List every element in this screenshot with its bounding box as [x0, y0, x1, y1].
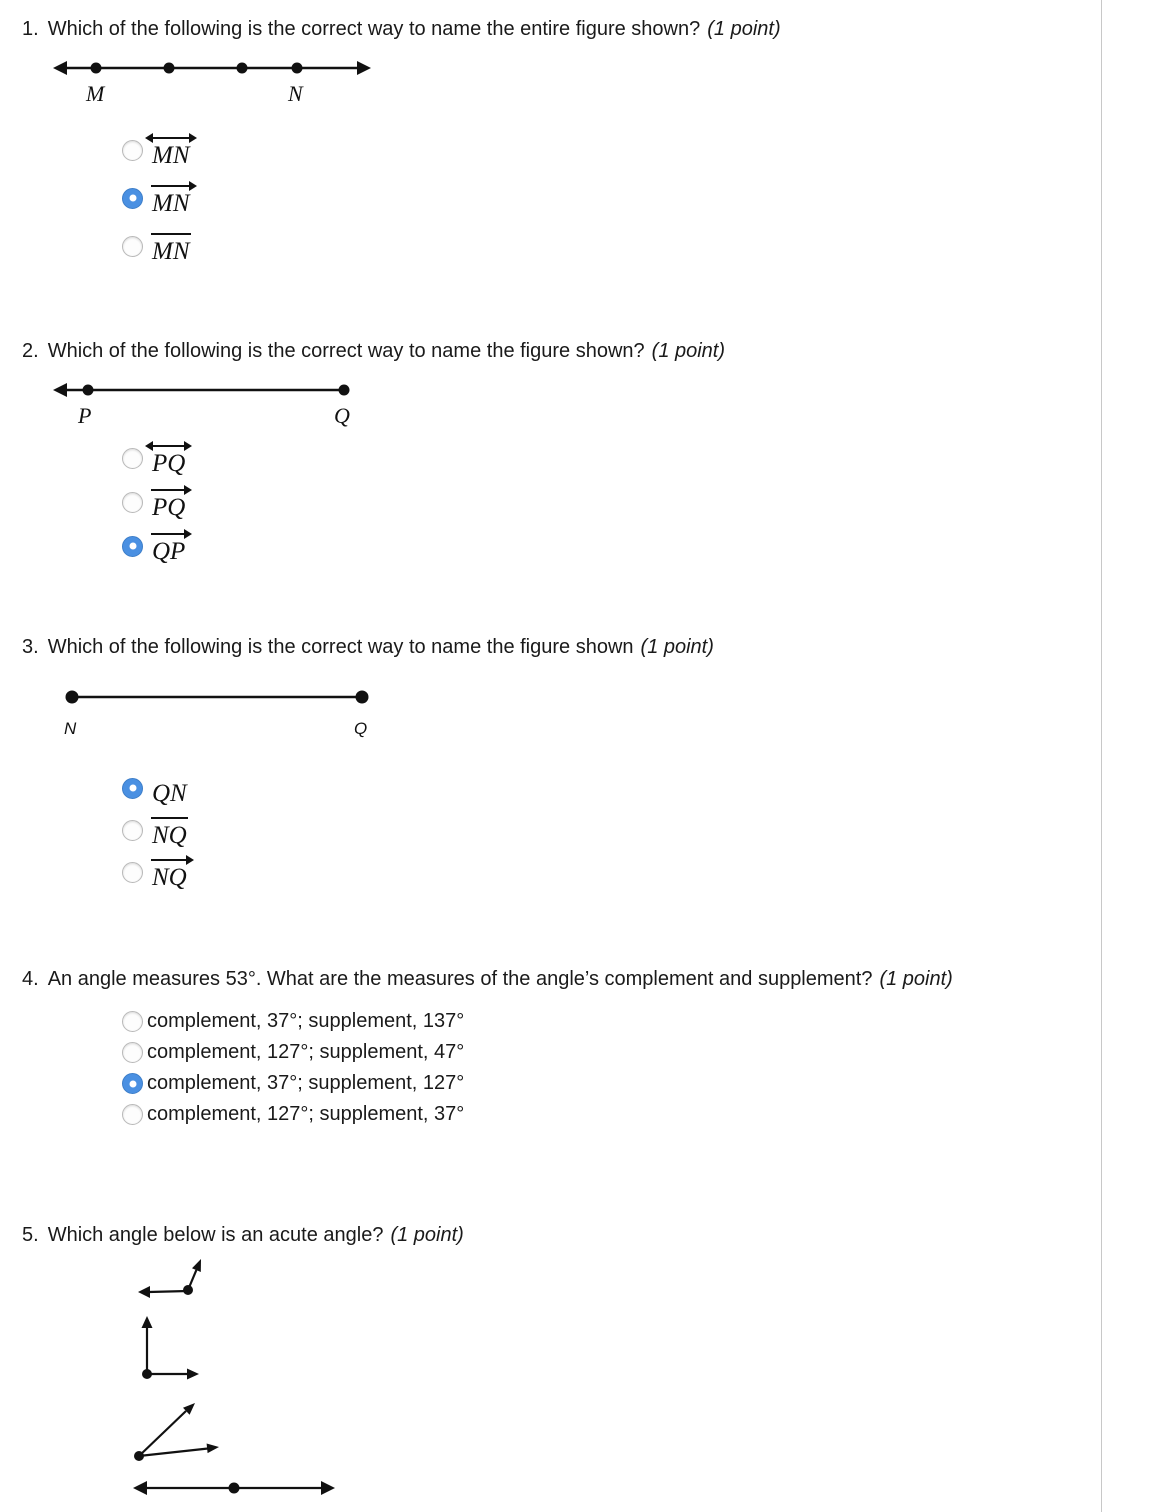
radio-button[interactable] [122, 492, 143, 513]
left-arrowhead [53, 383, 67, 397]
question-number: 4. [22, 968, 39, 990]
point-label-M: M [86, 81, 105, 106]
answer-text: complement, 37°; supplement, 137° [147, 1010, 465, 1032]
ray-PQ-figure [52, 376, 1101, 426]
answer-text: complement, 127°; supplement, 47° [147, 1041, 465, 1063]
up-right-arrowhead [192, 1259, 201, 1272]
math-letters: PQ [152, 494, 186, 521]
math-ray-NQ [152, 854, 187, 890]
question-points: (1 point) [651, 340, 726, 362]
question-1-options [122, 132, 1101, 264]
question-3-options [122, 770, 1101, 890]
up-arrowhead [142, 1316, 153, 1328]
question-number: 3. [22, 636, 39, 658]
question-text: Which of the following is the correct way to name the entire figure shown? [47, 18, 701, 40]
answer-option-3[interactable] [122, 1396, 1101, 1466]
answer-option-2[interactable] [122, 484, 1101, 520]
answer-option-3[interactable] [122, 228, 1101, 264]
math-letters: PQ [152, 450, 186, 477]
straight-angle-figure [131, 1476, 337, 1502]
answer-option-1[interactable] [122, 1254, 1101, 1302]
radio-button[interactable] [122, 1042, 143, 1063]
point-label-N: N [288, 81, 303, 106]
answer-option-1[interactable] [122, 770, 1101, 806]
segment-bar-decoration [151, 233, 191, 235]
ray-arrow-decoration [151, 859, 188, 861]
line-arrow-decoration [151, 137, 191, 139]
question-4-heading [22, 966, 1101, 992]
radio-button[interactable] [122, 536, 143, 557]
question-text: Which of the following is the correct way to name the figure shown [47, 636, 634, 658]
answer-option-4[interactable] [122, 1103, 1101, 1126]
point-label-Q: Q [354, 719, 368, 738]
obtuse-angle-figure [131, 1254, 211, 1302]
question-text: Which of the following is the correct way to name the figure shown? [47, 340, 645, 362]
question-number: 1. [22, 18, 39, 40]
line-MN-figure [52, 54, 1101, 104]
question-5-heading [22, 1222, 1101, 1248]
question-points: (1 point) [707, 18, 781, 40]
math-segment-MN [152, 228, 190, 264]
radio-button[interactable] [122, 1073, 143, 1094]
ray-arrow-decoration [151, 185, 191, 187]
math-letters: MN [152, 238, 190, 265]
question-5 [22, 1222, 1101, 1502]
radio-button[interactable] [122, 188, 143, 209]
question-5-options [22, 1254, 1101, 1502]
math-letters: QP [152, 538, 186, 565]
vertex-dot [134, 1451, 144, 1461]
ray-with-left-arrow [53, 383, 345, 397]
question-number: 5. [22, 1224, 39, 1246]
answer-option-1[interactable] [122, 132, 1101, 168]
math-segment-NQ [152, 812, 187, 848]
question-points: (1 point) [640, 636, 714, 658]
radio-button[interactable] [122, 448, 143, 469]
question-1 [22, 16, 1101, 264]
math-letters: MN [152, 142, 190, 169]
vertex-dot [183, 1285, 193, 1295]
math-plain-QN [152, 770, 187, 806]
answer-option-4[interactable] [122, 1476, 1101, 1502]
question-text: Which angle below is an acute angle? [47, 1224, 384, 1246]
acute-angle-figure [131, 1396, 227, 1466]
midpoint-dot [229, 1483, 240, 1494]
math-letters: NQ [152, 864, 187, 891]
point-label-P: P [78, 403, 92, 428]
point-label-N: N [64, 719, 77, 738]
right-arrowhead [207, 1444, 219, 1454]
radio-button[interactable] [122, 778, 143, 799]
answer-option-1[interactable] [122, 1010, 1101, 1033]
question-3-heading [22, 634, 1101, 660]
answer-text: complement, 37°; supplement, 127° [147, 1072, 465, 1094]
right-arrowhead [321, 1481, 335, 1495]
question-points: (1 point) [879, 968, 953, 990]
question-text: An angle measures 53°. What are the measures of the angle’s complement and supplement? [47, 968, 873, 990]
answer-option-2[interactable] [122, 1312, 1101, 1386]
radio-button[interactable] [122, 1011, 143, 1032]
question-2-options [122, 440, 1101, 564]
question-4 [22, 966, 1101, 1126]
math-ray-PQ [152, 484, 185, 520]
answer-option-2[interactable] [122, 180, 1101, 216]
question-points: (1 point) [390, 1224, 464, 1246]
question-3 [22, 634, 1101, 890]
math-line-PQ [152, 440, 185, 476]
math-ray-QP [152, 528, 185, 564]
point-label-Q: Q [334, 403, 350, 428]
answer-text: complement, 127°; supplement, 37° [147, 1103, 465, 1125]
radio-button[interactable] [122, 140, 143, 161]
left-arrowhead [53, 61, 67, 75]
math-line-MN [152, 132, 190, 168]
vertex-dot [142, 1369, 152, 1379]
radio-button[interactable] [122, 236, 143, 257]
answer-option-3[interactable] [122, 1072, 1101, 1095]
radio-button[interactable] [122, 862, 143, 883]
answer-option-2[interactable] [122, 1041, 1101, 1064]
segment-bar-decoration [151, 817, 188, 819]
answer-option-3[interactable] [122, 528, 1101, 564]
answer-option-3[interactable] [122, 854, 1101, 890]
question-1-heading [22, 16, 1101, 42]
math-letters: MN [152, 190, 190, 217]
answer-option-1[interactable] [122, 440, 1101, 476]
left-arrowhead [133, 1481, 147, 1495]
right-arrowhead [187, 1369, 199, 1380]
question-number: 2. [22, 340, 39, 362]
question-2-heading [22, 338, 1101, 364]
question-2 [22, 338, 1101, 564]
line-arrow-decoration [151, 445, 186, 447]
math-letters: QN [152, 780, 187, 807]
radio-button[interactable] [122, 1104, 143, 1125]
ray-arrow-decoration [151, 489, 186, 491]
question-4-options [122, 1010, 1101, 1126]
radio-button[interactable] [122, 820, 143, 841]
segment-NQ-figure [52, 684, 1101, 740]
right-arrowhead [357, 61, 371, 75]
answer-option-2[interactable] [122, 812, 1101, 848]
math-letters: NQ [152, 822, 187, 849]
left-arrowhead [138, 1286, 150, 1298]
math-ray-MN [152, 180, 190, 216]
right-angle-figure [131, 1312, 209, 1386]
ray-arrow-decoration [151, 533, 186, 535]
